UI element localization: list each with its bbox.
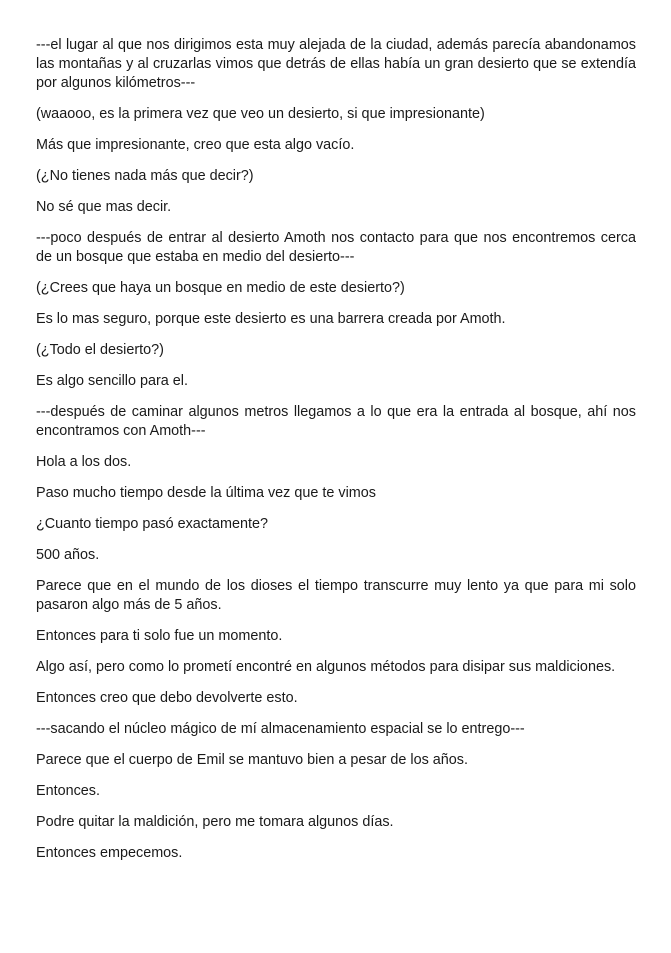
paragraph: Entonces para ti solo fue un momento. xyxy=(36,628,283,644)
paragraph: (¿Todo el desierto?) xyxy=(36,342,164,358)
paragraph: Es lo mas seguro, porque este desierto es una barrera creada por Amoth. xyxy=(36,311,506,327)
paragraph: (¿No tienes nada más que decir?) xyxy=(36,168,254,184)
paragraph: ---sacando el núcleo mágico de mí almacenamiento espacial se lo entrego--- xyxy=(36,721,525,737)
paragraph: No sé que mas decir. xyxy=(36,199,172,215)
paragraph: Podre quitar la maldición, pero me tomara algunos días. xyxy=(36,814,394,830)
paragraph: Algo así, pero como lo prometí encontré en algunos métodos para disipar sus maldiciones. xyxy=(36,659,616,675)
paragraph: Entonces empecemos. xyxy=(36,845,183,861)
paragraph: Entonces. xyxy=(36,783,100,799)
document-body xyxy=(36,36,636,875)
paragraph: Más que impresionante, creo que esta algo vacío. xyxy=(36,137,355,153)
paragraph: Parece que el cuerpo de Emil se mantuvo bien a pesar de los años. xyxy=(36,752,468,768)
paragraph: Entonces creo que debo devolverte esto. xyxy=(36,690,298,706)
paragraph: ---después de caminar algunos metros llegamos a lo que era la entrada al bosque, ahí nos encontramos con Amoth--- xyxy=(36,404,636,439)
paragraph: Es algo sencillo para el. xyxy=(36,373,188,389)
paragraph: ---el lugar al que nos dirigimos esta muy alejada de la ciudad, además parecía abandonamos las montañas y al cruzarlas vimos que detrás de ellas había un gran desierto que se extendía por algunos kilómetros--- xyxy=(36,37,636,91)
paragraph: (waaooo, es la primera vez que veo un desierto, si que impresionante) xyxy=(36,106,485,122)
paragraph: ---poco después de entrar al desierto Amoth nos contacto para que nos encontremos cerca de un bosque que estaba en medio del desierto--- xyxy=(36,230,636,265)
paragraph: Paso mucho tiempo desde la última vez que te vimos xyxy=(36,485,376,501)
paragraph: Parece que en el mundo de los dioses el tiempo transcurre muy lento ya que para mi solo pasaron algo más de 5 años. xyxy=(36,578,636,613)
paragraph: 500 años. xyxy=(36,547,100,563)
paragraph: Hola a los dos. xyxy=(36,454,132,470)
paragraph: (¿Crees que haya un bosque en medio de este desierto?) xyxy=(36,280,405,296)
paragraph: ¿Cuanto tiempo pasó exactamente? xyxy=(36,516,268,532)
